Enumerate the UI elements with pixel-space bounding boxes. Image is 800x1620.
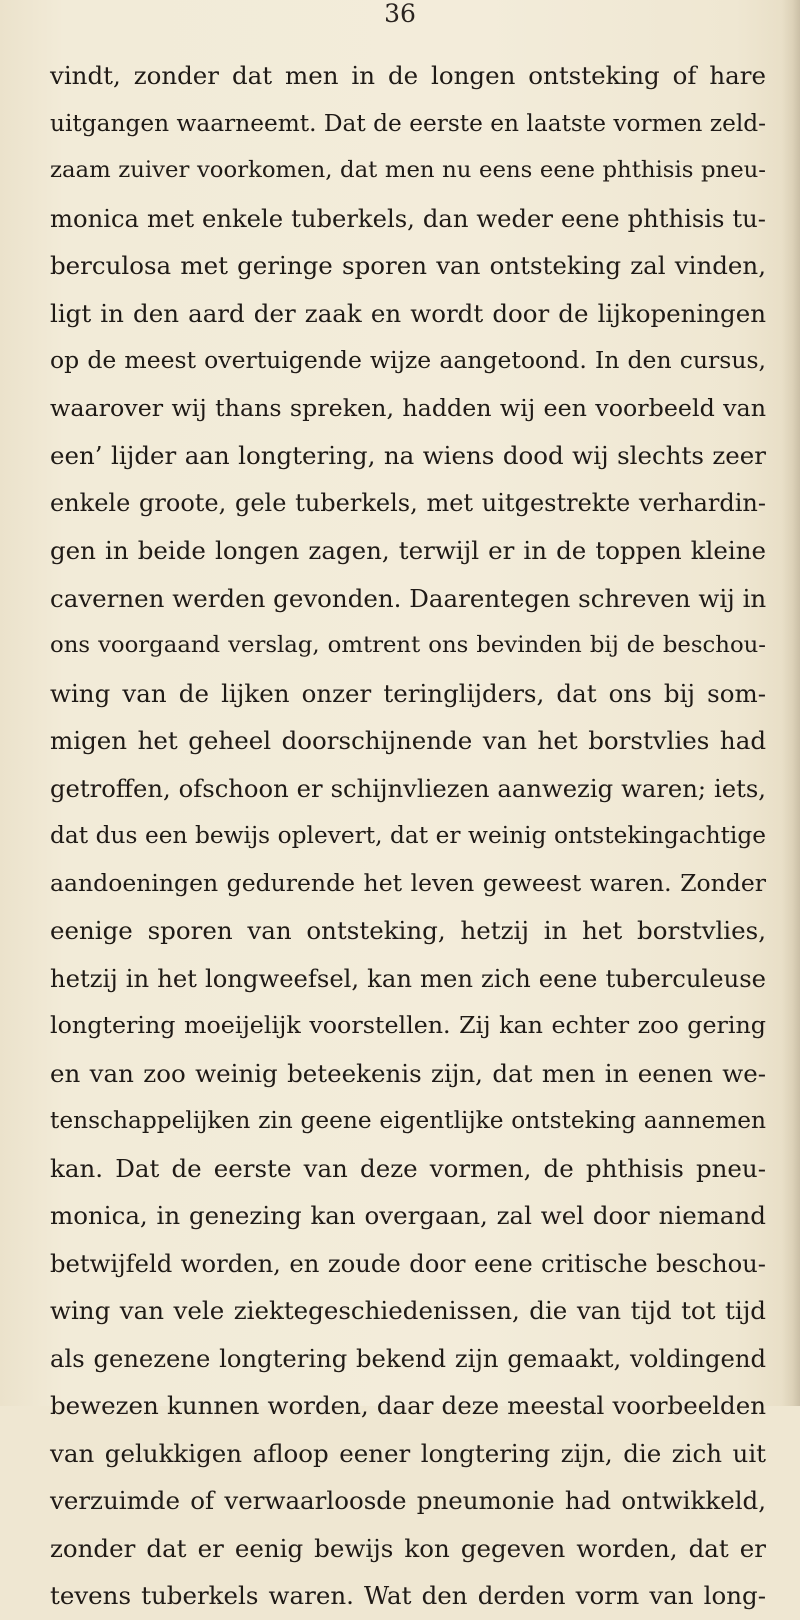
text-line: tenschappelijken zin geene eigentlijke ontsteking aannemen — [50, 1107, 766, 1134]
text-line: kan. Dat de eerste van deze vormen, de phthisis pneu- — [50, 1153, 766, 1183]
text-line: wing van de lijken onzer teringlijders, dat ons bij som- — [50, 678, 766, 708]
text-line: getroffen, ofschoon er schijnvliezen aanwezig waren; iets, — [50, 773, 766, 803]
text-line: als genezene longtering bekend zijn gemaakt, voldingend — [50, 1343, 766, 1373]
text-line: van gelukkigen afloop eener longtering zijn, die zich uit — [50, 1438, 766, 1468]
text-line: aandoeningen gedurende het leven geweest waren. Zonder — [50, 868, 766, 897]
text-line: bewezen kunnen worden, daar deze meestal voorbeelden — [50, 1391, 766, 1420]
text-line: wing van vele ziektegeschiedenissen, die van tijd tot tijd — [50, 1296, 766, 1325]
text-line: hetzij in het longweefsel, kan men zich eene tuberculeuse — [50, 963, 766, 993]
text-line: berculosa met geringe sporen van ontsteking zal vinden, — [50, 251, 766, 280]
text-line: tevens tuberkels waren. Wat den derden vorm van long- — [50, 1581, 766, 1610]
text-line: zonder dat er eenig bewijs kon gegeven worden, dat er — [50, 1533, 766, 1563]
text-line: waarover wij thans spreken, hadden wij een voorbeeld van — [50, 393, 766, 422]
text-line: betwijfeld worden, en zoude door eene critische beschou- — [50, 1248, 766, 1278]
body-text — [50, 52, 766, 1620]
text-line: eenige sporen van ontsteking, hetzij in het borstvlies, — [50, 916, 766, 945]
text-line: op de meest overtuigende wijze aangetoond. In den cursus, — [50, 346, 766, 374]
text-line: monica, in genezing kan overgaan, zal wel door niemand — [50, 1201, 766, 1230]
text-line: cavernen werden gevonden. Daarentegen schreven wij in — [50, 583, 767, 613]
text-line: verzuimde of verwaarloosde pneumonie had ontwikkeld, — [50, 1486, 766, 1515]
text-line: migen het geheel doorschijnende van het borstvlies had — [50, 726, 766, 755]
page-edge-shadow — [782, 0, 800, 1406]
text-line: enkele groote, gele tuberkels, met uitgestrekte verhardin- — [50, 488, 766, 517]
text-line: ons voorgaand verslag, omtrent ons bevinden bij de beschou- — [50, 632, 766, 658]
text-line: ligt in den aard der zaak en wordt door de lijkopeningen — [50, 298, 766, 328]
text-line: gen in beide longen zagen, terwijl er in de toppen kleine — [50, 536, 766, 565]
text-line: longtering moeijelijk voorstellen. Zij kan echter zoo gering — [50, 1011, 766, 1039]
text-line: een’ lijder aan longtering, na wiens dood wij slechts zeer — [50, 441, 766, 470]
page-number: 36 — [384, 0, 416, 28]
text-line: dat dus een bewijs oplevert, dat er weinig ontstekingachtige — [50, 822, 766, 849]
text-line: vindt, zonder dat men in de longen ontsteking of hare — [50, 61, 766, 90]
text-line: monica met enkele tuberkels, dan weder eene phthisis tu- — [50, 203, 766, 233]
text-line: uitgangen waarneemt. Dat de eerste en laatste vormen zeld- — [50, 109, 766, 137]
text-line: en van zoo weinig beteekenis zijn, dat men in eenen we- — [50, 1058, 766, 1088]
text-line: zaam zuiver voorkomen, dat men nu eens eene phthisis pneu- — [50, 157, 766, 183]
